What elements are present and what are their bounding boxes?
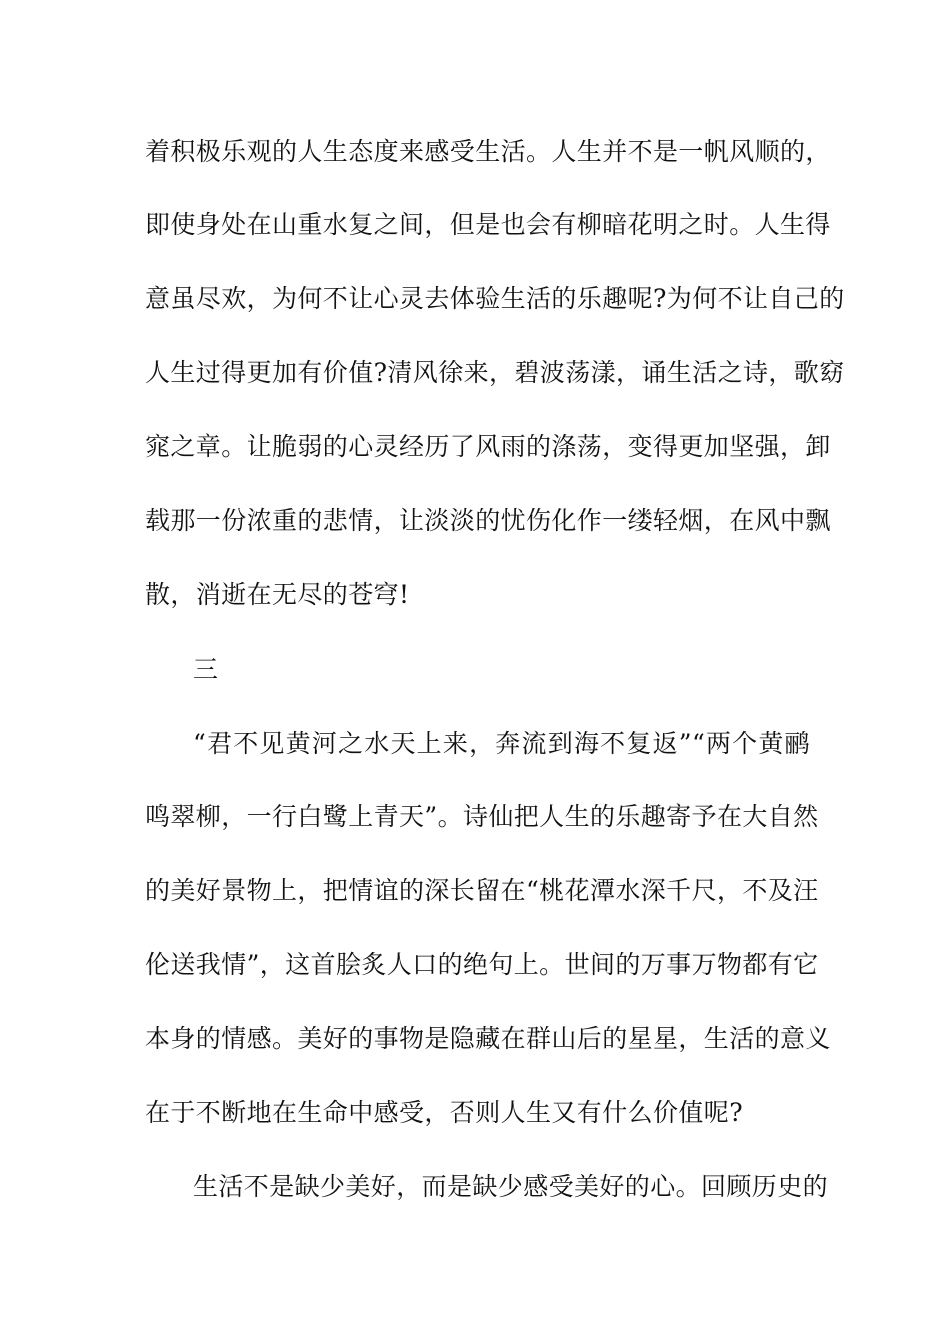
paragraph-1-line-5: 窕之章。让脆弱的心灵经历了风雨的涤荡，变得更加坚强，卸 [145, 432, 831, 461]
paragraph-2-line-4: 伦送我情”，这首脍炙人口的绝句上。世间的万事万物都有它 [145, 950, 819, 979]
paragraph-1-line-7: 散，消逝在无尽的苍穹! [145, 580, 410, 609]
paragraph-2-line-6: 在于不断地在生命中感受，否则人生又有什么价值呢? [145, 1098, 744, 1127]
paragraph-2-line-1: “君不见黄河之水天上来，奔流到海不复返”“两个黄鹂 [193, 729, 810, 758]
section-number: 三 [193, 655, 219, 684]
paragraph-2-line-2: 鸣翠柳，一行白鹭上青天”。诗仙把人生的乐趣寄予在大自然 [145, 802, 819, 831]
paragraph-1-line-1: 着积极乐观的人生态度来感受生活。人生并不是一帆风顺的， [145, 137, 831, 166]
paragraph-3-line-1: 生活不是缺少美好，而是缺少感受美好的心。回顾历史的 [193, 1172, 829, 1201]
paragraph-1-line-3: 意虽尽欢，为何不让心灵去体验生活的乐趣呢?为何不让自己的 [145, 284, 845, 313]
paragraph-2-line-3: 的美好景物上，把情谊的深长留在“桃花潭水深千尺，不及汪 [145, 876, 819, 905]
paragraph-1-line-4: 人生过得更加有价值?清风徐来，碧波荡漾，诵生活之诗，歌窈 [145, 358, 845, 387]
paragraph-1-line-2: 即使身处在山重水复之间，但是也会有柳暗花明之时。人生得 [145, 210, 831, 239]
paragraph-1-line-6: 载那一份浓重的悲情，让淡淡的忧伤化作一缕轻烟，在风中飘 [145, 506, 831, 535]
paragraph-2-line-5: 本身的情感。美好的事物是隐藏在群山后的星星，生活的意义 [145, 1024, 831, 1053]
